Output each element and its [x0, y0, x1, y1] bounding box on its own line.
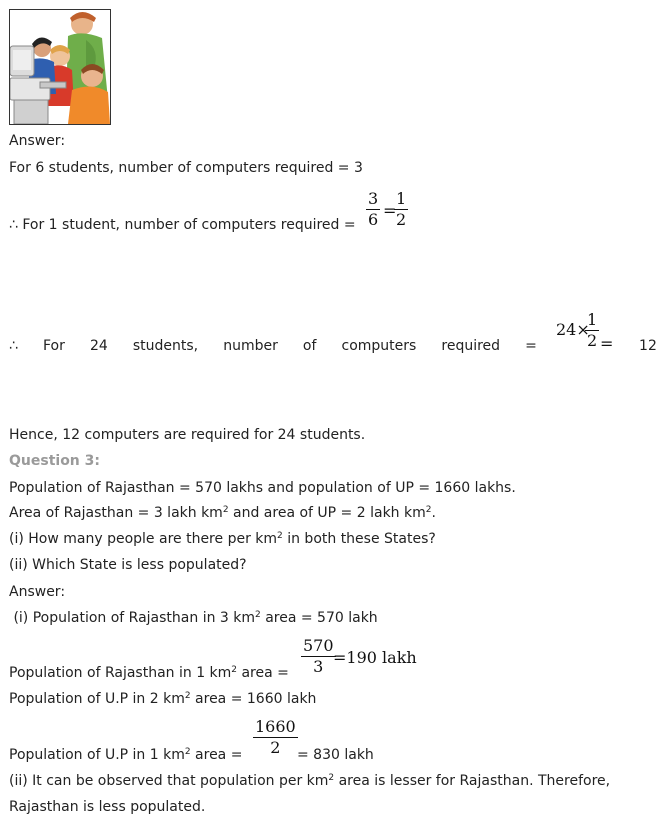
computers-for-6-students: For 6 students, number of computers required = 3	[9, 160, 363, 176]
text: Area of Rajasthan = 3 lakh km	[9, 505, 223, 521]
result-830-lakh: = 830 lakh	[297, 747, 374, 763]
question-heading: Question 3:	[9, 453, 100, 469]
text: (i) How many people are there per km	[9, 531, 278, 547]
superscript: 2	[425, 505, 432, 515]
superscript: 2	[184, 691, 191, 701]
superscript: 2	[255, 610, 261, 620]
superscript: 2	[277, 531, 283, 541]
word: number	[223, 338, 278, 354]
text: area =	[190, 747, 243, 763]
text: .	[431, 505, 436, 521]
fraction-numerator: 3	[368, 189, 379, 208]
illustration-svg	[10, 10, 110, 124]
text: area is lesser for Rajasthan. Therefore,	[334, 773, 611, 789]
word: =	[525, 338, 537, 354]
answer-up-1km	[9, 747, 242, 763]
fraction-numerator: 570	[303, 636, 334, 655]
fraction-numerator: 1	[587, 310, 598, 329]
superscript: 2	[222, 505, 229, 515]
fraction-3-over-6	[366, 191, 380, 228]
text: Population of Rajasthan in 1 km	[9, 665, 232, 681]
text: (ii) It can be observed that population per km	[9, 773, 329, 789]
expression-24-times: 24×	[556, 320, 590, 339]
answer-up-2km	[9, 691, 316, 707]
word: students,	[132, 338, 199, 354]
superscript: 2	[328, 773, 335, 783]
text: area = 1660 lakh	[190, 691, 317, 707]
hence-statement: Hence, 12 computers are required for 24 students.	[9, 427, 366, 443]
answer-rajasthan-1km	[9, 665, 289, 681]
fraction-denominator: 6	[368, 210, 379, 229]
word: required	[441, 338, 501, 354]
word: For	[43, 338, 65, 354]
answer-label: Answer:	[9, 133, 66, 149]
population-statement: Population of Rajasthan = 570 lakhs and population of UP = 1660 lakhs.	[9, 480, 516, 496]
result-190-lakh: =190 lakh	[333, 648, 417, 667]
fraction-denominator: 2	[587, 331, 598, 350]
area-statement	[9, 505, 436, 521]
answer-label-2: Answer:	[9, 584, 66, 600]
superscript: 2	[184, 747, 191, 757]
fraction-1-over-2-b	[585, 312, 599, 349]
fraction-denominator: 2	[396, 210, 407, 229]
equals-sign: =	[383, 201, 397, 220]
fraction-numerator: 1	[396, 189, 407, 208]
word: computers	[341, 338, 417, 354]
text: and area of UP = 2 lakh km	[228, 505, 426, 521]
fraction-1-over-2	[394, 191, 408, 228]
fraction-numerator: 1660	[255, 717, 296, 736]
word: 24	[89, 338, 108, 354]
text: area =	[237, 665, 289, 681]
fraction-1660-over-2	[253, 719, 298, 756]
fraction-570-over-3	[301, 638, 336, 675]
fraction-denominator: 2	[270, 738, 281, 757]
students-at-computers-illustration	[9, 9, 111, 125]
word: of	[302, 338, 317, 354]
answer-rajasthan-3km	[9, 610, 378, 626]
computers-for-1-student: ∴ For 1 student, number of computers required =	[9, 217, 356, 233]
superscript: 2	[231, 665, 238, 675]
text: Population of U.P in 1 km	[9, 747, 185, 763]
fraction-denominator: 3	[313, 657, 324, 676]
text: in both these States?	[282, 531, 436, 547]
text: (i) Population of Rajasthan in 3 km	[9, 610, 256, 626]
equals-sign-b: =	[600, 334, 614, 353]
therefore-symbol: ∴	[9, 338, 18, 354]
computers-for-24-students	[9, 338, 657, 354]
text: area = 570 lakh	[260, 610, 378, 626]
result-value: 12	[639, 338, 657, 354]
question-part-ii: (ii) Which State is less populated?	[9, 557, 247, 573]
conclusion-line-1	[9, 773, 610, 789]
conclusion-line-2: Rajasthan is less populated.	[9, 799, 206, 815]
question-part-i	[9, 531, 436, 547]
text: Population of U.P in 2 km	[9, 691, 185, 707]
